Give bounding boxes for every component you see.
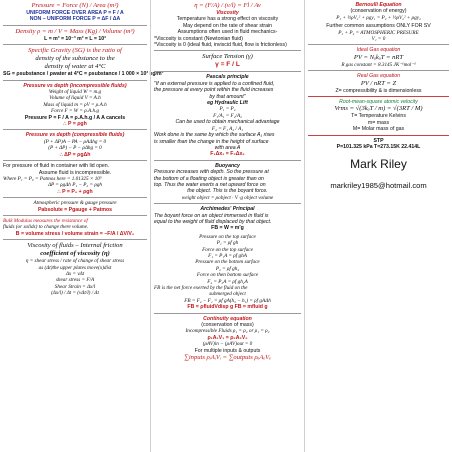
formula-line: Pabsolute = Pgauge + Patmos (37, 206, 113, 213)
formula-line: Mass of liquid m = ρV = ρ.A.h (43, 101, 107, 108)
formula-line: ΔP = ρgΔh P₁ − P₂ = ρgh (47, 182, 103, 189)
section-divider (154, 50, 301, 51)
formula-line: Incompressible Fluids ρ₁ = ρ₂ or ρ₁ = ρ₂ (185, 328, 270, 335)
formula-line: Pressure vs depth (compressible fluids) (25, 132, 125, 139)
section-divider (154, 313, 301, 314)
section-divider (154, 160, 301, 161)
formula-line: V₁ = 0 (371, 36, 386, 43)
formula-line: Root-mean-square atomic velocity (339, 99, 418, 106)
formula-line: R gas constant = 8.3145 JK⁻¹mol⁻¹ (341, 61, 416, 68)
formula-line: *Viscosity is constant (Newtonian fluid) (154, 35, 243, 42)
formula-line: Bulk Modulus measures the resistance of (3, 217, 88, 224)
formula-line: P₂ = ρf gh₂ (215, 265, 240, 272)
formula-line: submerged object (209, 291, 246, 298)
formula-line: PV / nRT = Z (360, 79, 397, 87)
formula-line: F₁ = P₁A = ρf ghA (208, 253, 247, 259)
formula-line: Δx = vΔt (65, 270, 85, 277)
formula-line: eg Hydraulic Lift (207, 100, 248, 107)
formula-line: T= Temperature Kelvins (351, 113, 406, 120)
formula-line: FB = ρfluidVdisp g FB = mfluid g (187, 304, 268, 311)
formula-line: UNIFORM FORCE OVER AREA P = F / A (26, 10, 124, 16)
formula-line: Further common assumptions ONLY FOR SV (326, 23, 431, 30)
section-divider (3, 239, 147, 240)
formula-line: *Viscosity is 0 (ideal fluid, inviscid fluid, flow is frictionless) (154, 42, 287, 49)
formula-line: SG = ρsubstance / ρwater at 4°C = ρsubstance / 1 000 × 10³ kg/m³ (3, 71, 164, 78)
formula-line: equal to the weight of fluid displaced by that object. (154, 218, 272, 225)
formula-line: FB = F₂ − F₁ = ρf gA(h₂ − h₁) = ρf gAΔh (184, 297, 271, 304)
formula-line: F₁/A₁ = F₂/A₂ (213, 112, 242, 119)
formula-line: ∴ P = ρgh (63, 121, 87, 128)
formula-line: Force on then bottom surface (196, 272, 259, 279)
formula-line: B = volume stress / volume strain = −F/A / ΔV/V₀ (15, 230, 135, 237)
formula-line: PV = NₐkₐT = nRT (353, 53, 404, 61)
section-divider (3, 197, 147, 198)
section-divider (308, 70, 449, 71)
formula-line: density of the substance to the (35, 55, 115, 63)
formula-line: F₂ = F₁ A₂ / A₁ (211, 125, 244, 132)
section-divider (308, 135, 449, 136)
formula-line: m= mass (367, 119, 390, 126)
formula-line: Can be used to obtain mechanical advantage (175, 119, 280, 126)
formula-line: For multiple inputs & outputs (194, 347, 261, 354)
formula-line: Ideal Gas equation (356, 47, 401, 54)
formula-line: shear stress = F/A (55, 277, 95, 284)
formula-line: FB = W = m′g (211, 225, 244, 232)
formula-line: "If an external pressure is applied to a confined fluid, (154, 80, 275, 87)
formula-line: Pressure on the top surface (199, 233, 256, 240)
formula-line: Pressure increases with depth. So the pressure at (154, 169, 269, 176)
formula-line: Viscosity (216, 10, 239, 16)
formula-line: the pressure at every point within the fluid increases (154, 87, 274, 94)
formula-line: P₁ = P₂ (219, 106, 236, 113)
formula-line: Weight of liquid W = m.g (48, 89, 102, 96)
formula-line: Work done is the same by which the surface A₁ rises (154, 132, 275, 139)
section-divider (308, 96, 449, 97)
formula-line: P₁ + P₂ = ATMOSPHERIC PRESURE (338, 29, 419, 36)
formula-line: Force on the top surface (202, 246, 253, 253)
section-divider (154, 71, 301, 72)
formula-line: P₁ + ½ρV₁² + ρgy₁ = P₂ + ½ρV₂² + ρgy₂ (336, 14, 421, 21)
formula-line: ρ₁A₁V₁ = ρ₂A₂V₂ (207, 334, 248, 341)
formula-line: γ = F / L (215, 61, 240, 69)
formula-line: (ρAV)in − (ρAV)out = 0 (202, 341, 253, 348)
formula-line: NON – UNIFORM FORCE P = ΔF / ΔA (29, 16, 121, 23)
section-divider (3, 129, 147, 130)
formula-line: Where P₁ = P₀ = Patmos here = 1.01325 × 10⁵ (3, 175, 102, 182)
formula-line: Pressure vs depth (incompressible fluids) (23, 82, 127, 89)
gas-laws-list (308, 2, 449, 151)
formula-line: Specific Gravity (SG) is the ratio of (28, 47, 122, 55)
formula-line: (P + ΔP) − P − ρΔhg = 0 (48, 145, 102, 152)
formula-line: density of water at 4°C (44, 63, 106, 71)
formula-line: η = (F/A) / (v/l) = Fl / Av (194, 2, 261, 9)
formula-line: F₁Δx₁ = F₂Δx₂ (210, 151, 245, 158)
formula-line: η = shear stress / rate of change of shear stress (25, 258, 125, 265)
formula-line: (conservation of mass) (201, 322, 254, 329)
formula-line: (Δx/l) / Δt = (vΔt/l) / Δt (51, 290, 99, 297)
formula-line: Force F = W = ρ.A.h.g (51, 108, 99, 115)
formula-line: P₁ = ρf gh (216, 240, 239, 247)
formula-line: Bernoulli Equation (355, 2, 402, 8)
section-divider (308, 44, 449, 45)
formula-line: Volume of liquid V = A.h (49, 95, 101, 102)
formula-line: Assumptions often used in fluid mechanics- (177, 29, 278, 36)
formula-line: weight object = ρobject · V ·g object volume (181, 194, 274, 201)
column-viscosity-buoyancy (150, 0, 304, 452)
formula-line: F₂ = P₂A = ρf gh₂A (207, 278, 248, 285)
formula-line: Z= compressibility & is dimensionless (335, 87, 422, 94)
formula-line: May depend on the rate of shear strain (182, 22, 273, 29)
formula-line: coefficient of viscosity (η) (40, 250, 110, 258)
formula-line: is smaller than the change in the height of surface (154, 138, 269, 145)
formula-line: STP (373, 137, 384, 144)
section-divider (154, 203, 301, 204)
formula-line: Temperature has a strong effect on viscosity (176, 16, 279, 23)
formula-line: FB is the net force exerted by the fluid on the (154, 285, 248, 292)
formula-line: Shear Strain = Δx/l (54, 283, 96, 290)
formula-line: Pressure = Force (N) / Area (m²) (31, 2, 119, 9)
formula-line: The boyant force on an object immersed in fluid is (154, 212, 269, 219)
formula-line: with area A (214, 144, 241, 151)
formula-line: as (Δt)the upper plates move(x)dist (38, 264, 112, 271)
formula-line: fluids (or solids) to change there volume. (3, 224, 89, 231)
section-divider (3, 160, 147, 161)
formula-line: Buoyancy (215, 162, 240, 169)
formula-line: Pascals principle (206, 74, 249, 81)
formula-line: ∴ P = P₀ + ρgh (57, 188, 93, 195)
formula-line: M= Molar mass of gas (352, 126, 405, 133)
column-gas-laws (304, 0, 452, 452)
formula-line: For pressure of fluid in container with lid open. (3, 163, 110, 170)
section-divider (3, 25, 147, 26)
author-email: markriley1985@hotmail.com (330, 180, 427, 190)
formula-line: Viscosity of fluids – Internal friction (27, 242, 123, 250)
formula-line: the bottom of a floating object is greater than on (154, 175, 264, 182)
formula-line: Atmospheric pressure & gauge pressure (33, 200, 117, 207)
formula-line: Real Gas equation (357, 73, 400, 80)
formula-line: top. Thus the water exerts a net upward force on (154, 181, 266, 188)
column-fluid-statics (0, 0, 164, 452)
section-divider (3, 44, 147, 45)
section-divider (3, 215, 147, 216)
formula-line: Assume fluid is incompressible. (38, 169, 112, 176)
formula-line: the object. This is the boyant force. (187, 188, 268, 195)
formula-line: Surface Tension (γ) (202, 53, 253, 61)
formula-line: Archimedes' Principal (200, 206, 255, 213)
formula-line: Pressure on the bottom surface (195, 259, 260, 266)
author-name: Mark Riley (350, 156, 407, 171)
formula-line: Continuity equation (203, 315, 252, 322)
formula-line: L = m³ = 10⁻³ m³ = L = 10³ (44, 35, 106, 42)
formula-line: ∑inputs ρᵢAᵢVᵢ = ∑outputs ρₑAₑVₑ (184, 354, 271, 362)
formula-line: Density ρ = m / V = Mass (Kg) / Volume (m³) (15, 27, 135, 35)
formula-line: Vrms = √(3kₐT / m) = √(3RT / M) (334, 105, 423, 113)
formula-line: (P + ΔP)A − PA − ρAΔhg = 0 (43, 138, 107, 145)
formula-line: ∴ ΔP = ρgΔh (59, 151, 91, 158)
formula-line: by that amount" (209, 93, 246, 100)
formula-line: (conservation of energy) (350, 8, 407, 15)
section-divider (3, 80, 147, 81)
formula-line: P=101.325 kPa T=273.15K 22.414L (336, 144, 421, 151)
formula-line: Pressure P = F / A = ρ.A.h.g / A A cancels (24, 114, 126, 121)
